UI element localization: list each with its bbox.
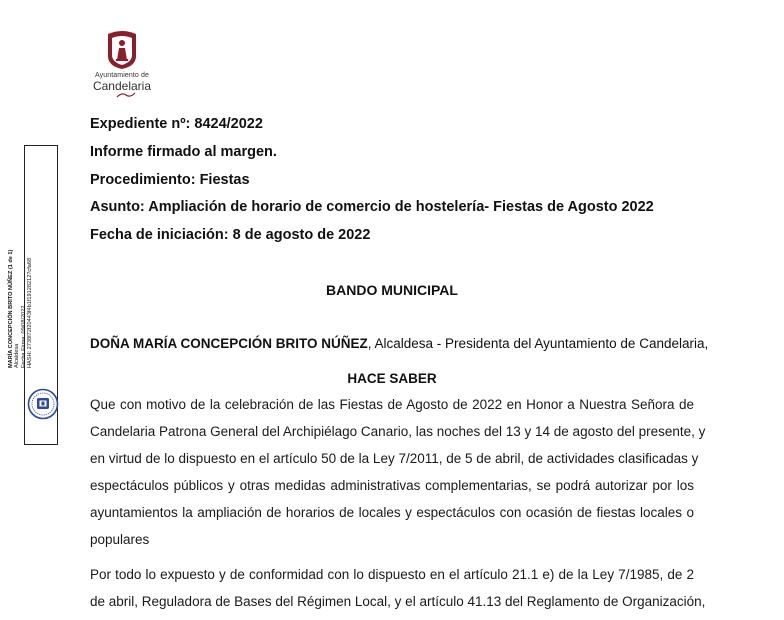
municipal-logo (88, 30, 156, 106)
procedimiento: Procedimiento: Fiestas (90, 172, 250, 188)
paragraph-line: espectáculos públicos y otras medidas administrativas complementarias, se podrá autorizar por los (90, 478, 694, 493)
paragraph-2 (90, 566, 706, 620)
paragraph-line: Por todo lo expuesto y de conformidad con lo dispuesto en el artículo 21.1 e) de la Ley 7/1985, de 2 (90, 567, 694, 582)
bando-title: BANDO MUNICIPAL (326, 282, 458, 298)
paragraph-line: populares (90, 532, 150, 547)
paragraph-line: Que con motivo de la celebración de las Fiestas de Agosto de 2022 en Honor a Nuestra Señora de (90, 397, 694, 412)
signer-name: MARÍA CONCEPCIÓN BRITO NÚÑEZ (1 de 1) (8, 249, 14, 368)
paragraph-line: de abril, Reguladora de Bases del Régimen Local, y el artículo 41.13 del Reglamento de Organización, (90, 594, 706, 609)
paragraph-line: Candelaria Patrona General del Archipiélago Canario, las noches del 13 y 14 de agosto del presente, y (90, 424, 706, 439)
intro-rest: , Alcaldesa - Presidenta del Ayuntamiento de Candelaria, (367, 336, 709, 351)
paragraph-1 (90, 396, 706, 558)
seal-icon (27, 388, 59, 420)
paragraph-line: ayuntamientos la ampliación de horarios de locales y espectáculos con ocasión de fiestas locales o (90, 505, 694, 520)
signature-date: Fecha Firma: 09/08/2022 (20, 305, 27, 368)
signature-text (8, 138, 34, 368)
coat-of-arms-icon (105, 30, 139, 70)
intro-line (90, 336, 708, 351)
signer-role: Alcaldesa (14, 343, 21, 368)
expediente-number: Expediente nº: 8424/2022 (90, 116, 263, 132)
intro-name: DOÑA MARÍA CONCEPCIÓN BRITO NÚÑEZ (90, 336, 368, 351)
logo-text-line1: Ayuntamiento de (95, 72, 149, 79)
document-title (0, 282, 784, 298)
hace-saber-heading: HACE SABER (347, 371, 437, 386)
signature-hash: HASH: 2738f72f20443f4b1f19128212?cfa68 (27, 257, 34, 368)
informe-note: Informe firmado al margen. (90, 144, 277, 160)
asunto: Asunto: Ampliación de horario de comercio de hostelería- Fiestas de Agosto 2022 (90, 199, 654, 215)
paragraph-line: en virtud de lo dispuesto en el artículo 50 de la Ley 7/2011, de 5 de abril, de actividades clasificadas y (90, 451, 699, 466)
fecha-iniciacion: Fecha de iniciación: 8 de agosto de 2022 (90, 227, 371, 243)
logo-text-line2: Candelaria (92, 79, 152, 93)
